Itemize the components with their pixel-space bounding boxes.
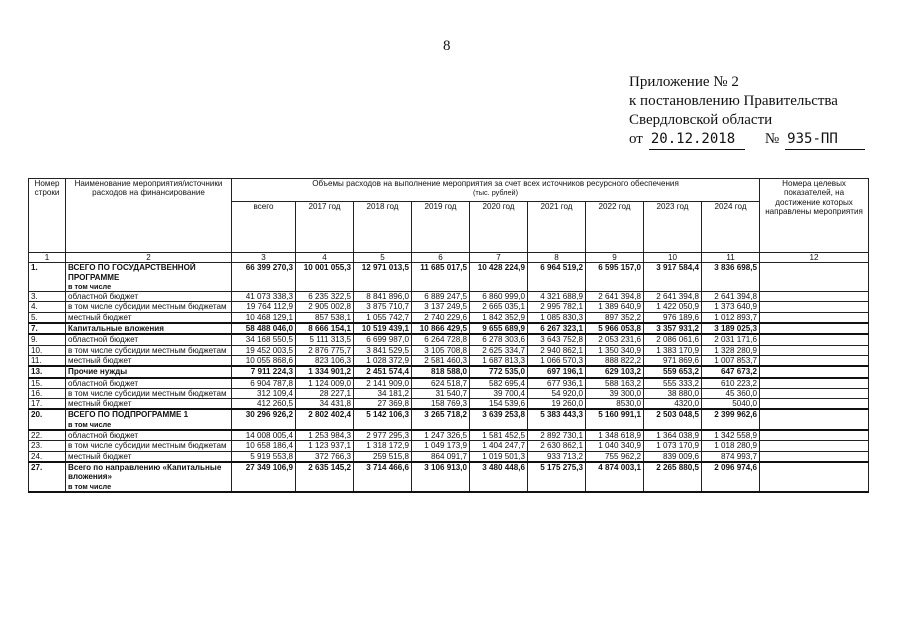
value-year: 624 518,7: [412, 378, 470, 389]
row-name-cell: [66, 323, 232, 334]
row-name: местный бюджет: [68, 451, 132, 461]
column-number: 1: [29, 253, 66, 263]
table-body: [29, 263, 869, 492]
value-year: 3 480 448,6: [470, 462, 528, 492]
value-year: 54 920,0: [528, 388, 586, 398]
table-row: [29, 388, 869, 398]
row-name: Капитальные вложения: [68, 324, 164, 334]
value-year: 755 962,2: [586, 451, 644, 462]
resolution-number: 935-ПП: [785, 130, 865, 150]
table-row: [29, 441, 869, 451]
value-year: 1 334 901,2: [296, 366, 354, 377]
value-total: 19 764 112,9: [232, 302, 296, 312]
value-year: 5 160 991,1: [586, 409, 644, 430]
value-year: 1 055 742,7: [354, 312, 412, 323]
value-year: 2 995 782,1: [528, 302, 586, 312]
value-total: 66 399 270,3: [232, 263, 296, 292]
row-number: 7.: [29, 323, 66, 334]
value-year: 976 189,6: [644, 312, 702, 323]
value-year: 1 348 618,9: [586, 430, 644, 441]
row-name: местный бюджет: [68, 312, 132, 322]
table-row: [29, 430, 869, 441]
value-year: 823 106,3: [296, 355, 354, 366]
value-year: 3 643 752,8: [528, 334, 586, 345]
value-year: 677 936,1: [528, 378, 586, 389]
value-year: 897 352,2: [586, 312, 644, 323]
header-year: 2018 год: [354, 202, 412, 253]
row-name: местный бюджет: [68, 355, 132, 365]
value-total: 312 109,4: [232, 388, 296, 398]
value-total: 14 008 005,4: [232, 430, 296, 441]
row-name-cell: [66, 292, 232, 302]
appendix-line-2: Свердловской области: [629, 112, 773, 128]
value-total: 58 488 046,0: [232, 323, 296, 334]
value-year: 1 350 340,9: [586, 345, 644, 355]
value-year: 9 655 689,9: [470, 323, 528, 334]
value-year: 2 876 775,7: [296, 345, 354, 355]
budget-table: [28, 178, 869, 493]
value-total: 27 349 106,9: [232, 462, 296, 492]
value-year: 27 369,8: [354, 399, 412, 410]
row-name: ВСЕГО ПО ГОСУДАРСТВЕННОЙ ПРОГРАММЕ: [68, 263, 196, 282]
header-year: 2021 год: [528, 202, 586, 253]
row-number: 27.: [29, 462, 66, 492]
target-indicators: [760, 366, 869, 377]
row-number: 4.: [29, 302, 66, 312]
value-year: 1 049 173,9: [412, 441, 470, 451]
value-year: 39 700,4: [470, 388, 528, 398]
column-number: 5: [354, 253, 412, 263]
value-year: 2 802 402,4: [296, 409, 354, 430]
table-row: [29, 399, 869, 410]
value-year: 6 860 999,0: [470, 292, 528, 302]
target-indicators: [760, 355, 869, 366]
value-year: 2 905 002,8: [296, 302, 354, 312]
value-year: 6 595 157,0: [586, 263, 644, 292]
value-year: 1 842 352,9: [470, 312, 528, 323]
value-year: 3 357 931,2: [644, 323, 702, 334]
value-year: 1 328 280,9: [702, 345, 760, 355]
column-number: 7: [470, 253, 528, 263]
table-row: [29, 263, 869, 292]
value-year: 2 141 909,0: [354, 378, 412, 389]
value-year: 2 053 231,6: [586, 334, 644, 345]
value-year: 2 031 171,6: [702, 334, 760, 345]
header-name: Наименование мероприятия/источники расходов на финансирование: [66, 179, 232, 253]
value-year: 1 123 937,1: [296, 441, 354, 451]
target-indicators: [760, 378, 869, 389]
row-subnote: в том числе: [68, 281, 112, 291]
target-indicators: [760, 430, 869, 441]
row-name-cell: [66, 378, 232, 389]
value-year: 933 713,2: [528, 451, 586, 462]
target-indicators: [760, 388, 869, 398]
value-year: 1 318 172,9: [354, 441, 412, 451]
value-year: 2 399 962,6: [702, 409, 760, 430]
row-name: в том числе субсидии местным бюджетам: [68, 302, 227, 312]
target-indicators: [760, 441, 869, 451]
value-year: 8 841 896,0: [354, 292, 412, 302]
value-year: 11 685 017,5: [412, 263, 470, 292]
value-year: 2 740 229,6: [412, 312, 470, 323]
table-row: [29, 366, 869, 377]
row-subnote: в том числе: [68, 481, 112, 491]
value-total: 41 073 338,3: [232, 292, 296, 302]
header-year: 2019 год: [412, 202, 470, 253]
value-year: 1 019 501,3: [470, 451, 528, 462]
value-year: 1 581 452,5: [470, 430, 528, 441]
value-year: 1 342 558,9: [702, 430, 760, 441]
value-year: 3 106 913,0: [412, 462, 470, 492]
row-name-cell: [66, 399, 232, 410]
row-name-cell: [66, 451, 232, 462]
target-indicators: [760, 345, 869, 355]
column-number-row: [29, 253, 869, 263]
value-year: 857 538,1: [296, 312, 354, 323]
table-row: [29, 292, 869, 302]
row-name: в том числе субсидии местным бюджетам: [68, 345, 227, 355]
value-year: 4320,0: [644, 399, 702, 410]
value-year: 39 300,0: [586, 388, 644, 398]
target-indicators: [760, 399, 869, 410]
column-number: 8: [528, 253, 586, 263]
value-year: 2 641 394,8: [644, 292, 702, 302]
value-year: 10 001 055,3: [296, 263, 354, 292]
row-name-cell: [66, 388, 232, 398]
value-year: 1 028 372,9: [354, 355, 412, 366]
row-name-cell: [66, 366, 232, 377]
value-year: 874 993,7: [702, 451, 760, 462]
value-year: 8530,0: [586, 399, 644, 410]
row-subnote: в том числе: [68, 419, 112, 429]
value-year: 2 451 574,4: [354, 366, 412, 377]
value-year: 6 889 247,5: [412, 292, 470, 302]
value-year: 818 588,0: [412, 366, 470, 377]
value-year: 3 137 249,5: [412, 302, 470, 312]
row-name: ВСЕГО ПО ПОДПРОГРАММЕ 1: [68, 410, 189, 420]
value-year: 5 383 443,3: [528, 409, 586, 430]
value-year: 6 699 987,0: [354, 334, 412, 345]
value-year: 3 189 025,3: [702, 323, 760, 334]
value-year: 2 581 460,3: [412, 355, 470, 366]
resolution-date: 20.12.2018: [649, 130, 745, 150]
header-year: 2022 год: [586, 202, 644, 253]
value-year: 888 822,2: [586, 355, 644, 366]
value-year: 5040,0: [702, 399, 760, 410]
header-year: 2017 год: [296, 202, 354, 253]
target-indicators: [760, 334, 869, 345]
table-row: [29, 409, 869, 430]
row-name-cell: [66, 430, 232, 441]
row-number: 5.: [29, 312, 66, 323]
value-year: 2 977 295,3: [354, 430, 412, 441]
column-number: 4: [296, 253, 354, 263]
row-name-cell: [66, 441, 232, 451]
value-year: 38 880,0: [644, 388, 702, 398]
value-year: 8 666 154,1: [296, 323, 354, 334]
row-number: 20.: [29, 409, 66, 430]
value-year: 4 321 688,9: [528, 292, 586, 302]
value-year: 1 687 813,3: [470, 355, 528, 366]
row-number: 22.: [29, 430, 66, 441]
row-name: в том числе субсидии местным бюджетам: [68, 388, 227, 398]
value-year: 2 892 730,1: [528, 430, 586, 441]
appendix-date-row: [629, 130, 865, 150]
value-year: 1 422 050,9: [644, 302, 702, 312]
row-name: местный бюджет: [68, 399, 132, 409]
row-name-cell: [66, 302, 232, 312]
value-year: 3 265 718,2: [412, 409, 470, 430]
value-year: 1 253 984,3: [296, 430, 354, 441]
row-name-cell: [66, 263, 232, 292]
table-row: [29, 323, 869, 334]
row-number: 17.: [29, 399, 66, 410]
table-row: [29, 312, 869, 323]
number-prefix: №: [764, 131, 780, 147]
value-year: 2 503 048,5: [644, 409, 702, 430]
value-year: 1 124 009,0: [296, 378, 354, 389]
value-year: 34 181,2: [354, 388, 412, 398]
header-targets: Номера целевых показателей, на достижение которых направлены мероприятия: [760, 179, 869, 253]
value-year: 6 964 519,2: [528, 263, 586, 292]
value-year: 19 260,0: [528, 399, 586, 410]
header-year: 2024 год: [702, 202, 760, 253]
value-year: 2 625 334,7: [470, 345, 528, 355]
value-year: 2 096 974,6: [702, 462, 760, 492]
table-row: [29, 334, 869, 345]
value-year: 1 085 830,3: [528, 312, 586, 323]
value-total: 19 452 003,5: [232, 345, 296, 355]
column-number: 11: [702, 253, 760, 263]
header-row-number: Номер строки: [29, 179, 66, 253]
value-year: 864 091,7: [412, 451, 470, 462]
value-total: 6 904 787,8: [232, 378, 296, 389]
value-year: 3 917 584,4: [644, 263, 702, 292]
row-number: 23.: [29, 441, 66, 451]
value-total: 30 296 926,2: [232, 409, 296, 430]
row-name: областной бюджет: [68, 431, 139, 441]
table-row: [29, 355, 869, 366]
value-year: 5 966 053,8: [586, 323, 644, 334]
value-total: 7 911 224,3: [232, 366, 296, 377]
target-indicators: [760, 323, 869, 334]
value-total: 5 919 553,8: [232, 451, 296, 462]
value-year: 1 040 340,9: [586, 441, 644, 451]
row-name: областной бюджет: [68, 335, 139, 345]
appendix-block: [629, 73, 865, 150]
table-row: [29, 378, 869, 389]
value-year: 610 223,2: [702, 378, 760, 389]
target-indicators: [760, 302, 869, 312]
column-number: 12: [760, 253, 869, 263]
row-number: 10.: [29, 345, 66, 355]
table-row: [29, 302, 869, 312]
value-year: 1 404 247,7: [470, 441, 528, 451]
value-total: 412 260,5: [232, 399, 296, 410]
row-name: Всего по направлению «Капитальные вложения»: [68, 462, 222, 482]
value-year: 12 971 013,5: [354, 263, 412, 292]
value-year: 647 673,2: [702, 366, 760, 377]
value-year: 1 364 038,9: [644, 430, 702, 441]
value-year: 2 641 394,8: [586, 292, 644, 302]
value-year: 28 227,1: [296, 388, 354, 398]
header-volumes: [232, 179, 760, 202]
row-name: в том числе субсидии местным бюджетам: [68, 441, 227, 451]
value-year: 5 175 275,3: [528, 462, 586, 492]
column-number: 3: [232, 253, 296, 263]
header-volumes-text: Объемы расходов на выполнение мероприятия за счет всех источников ресурсного обеспечения: [312, 179, 679, 188]
value-year: 6 278 303,6: [470, 334, 528, 345]
value-year: 6 267 323,1: [528, 323, 586, 334]
value-year: 1 389 640,9: [586, 302, 644, 312]
row-number: 9.: [29, 334, 66, 345]
value-year: 154 539,6: [470, 399, 528, 410]
column-number: 2: [66, 253, 232, 263]
target-indicators: [760, 462, 869, 492]
date-prefix: от: [629, 131, 643, 147]
header-year: 2020 год: [470, 202, 528, 253]
row-name-cell: [66, 409, 232, 430]
row-number: 15.: [29, 378, 66, 389]
value-year: 839 009,6: [644, 451, 702, 462]
value-year: 1 383 170,9: [644, 345, 702, 355]
page-number: 8: [443, 38, 451, 54]
value-year: 1 007 853,7: [702, 355, 760, 366]
value-year: 2 940 862,1: [528, 345, 586, 355]
row-name-cell: [66, 462, 232, 492]
row-name-cell: [66, 312, 232, 323]
value-year: 3 841 529,5: [354, 345, 412, 355]
value-year: 10 519 439,1: [354, 323, 412, 334]
row-name: Прочие нужды: [68, 367, 128, 377]
value-year: 2 630 862,1: [528, 441, 586, 451]
header-year: 2023 год: [644, 202, 702, 253]
value-total: 10 658 186,4: [232, 441, 296, 451]
value-year: 772 535,0: [470, 366, 528, 377]
row-name-cell: [66, 355, 232, 366]
row-number: 1.: [29, 263, 66, 292]
value-year: 1 066 570,3: [528, 355, 586, 366]
row-name-cell: [66, 334, 232, 345]
table-row: [29, 451, 869, 462]
target-indicators: [760, 451, 869, 462]
header-units: (тыс. рублей): [472, 188, 519, 198]
row-name-cell: [66, 345, 232, 355]
value-year: 45 360,0: [702, 388, 760, 398]
row-name: областной бюджет: [68, 292, 139, 302]
value-year: 158 769,3: [412, 399, 470, 410]
value-total: 10 468 129,1: [232, 312, 296, 323]
target-indicators: [760, 292, 869, 302]
column-number: 10: [644, 253, 702, 263]
value-year: 31 540,7: [412, 388, 470, 398]
value-total: 10 055 868,6: [232, 355, 296, 366]
value-year: 971 869,6: [644, 355, 702, 366]
row-number: 13.: [29, 366, 66, 377]
value-year: 2 641 394,8: [702, 292, 760, 302]
row-name: областной бюджет: [68, 378, 139, 388]
value-year: 3 836 698,5: [702, 263, 760, 292]
appendix-title: Приложение № 2: [629, 74, 739, 90]
value-year: 3 105 708,8: [412, 345, 470, 355]
column-number: 6: [412, 253, 470, 263]
value-year: 5 111 313,5: [296, 334, 354, 345]
row-number: 3.: [29, 292, 66, 302]
value-year: 2 265 880,5: [644, 462, 702, 492]
value-year: 3 875 710,7: [354, 302, 412, 312]
appendix-line-1: к постановлению Правительства: [629, 93, 838, 109]
row-number: 24.: [29, 451, 66, 462]
value-year: 10 428 224,9: [470, 263, 528, 292]
value-year: 1 012 893,7: [702, 312, 760, 323]
value-total: 34 168 550,5: [232, 334, 296, 345]
value-year: 559 653,2: [644, 366, 702, 377]
table-row: [29, 345, 869, 355]
value-year: 1 073 170,9: [644, 441, 702, 451]
value-year: 6 235 322,5: [296, 292, 354, 302]
value-year: 582 695,4: [470, 378, 528, 389]
target-indicators: [760, 409, 869, 430]
value-year: 372 766,3: [296, 451, 354, 462]
column-number: 9: [586, 253, 644, 263]
row-number: 11.: [29, 355, 66, 366]
value-year: 1 247 326,5: [412, 430, 470, 441]
value-year: 6 264 728,8: [412, 334, 470, 345]
value-year: 2 635 145,2: [296, 462, 354, 492]
value-year: 5 142 106,3: [354, 409, 412, 430]
value-year: 34 431,8: [296, 399, 354, 410]
value-year: 3 714 466,6: [354, 462, 412, 492]
header-total: всего: [232, 202, 296, 253]
value-year: 3 639 253,8: [470, 409, 528, 430]
value-year: 10 866 429,5: [412, 323, 470, 334]
value-year: 4 874 003,1: [586, 462, 644, 492]
value-year: 2 086 061,6: [644, 334, 702, 345]
value-year: 697 196,1: [528, 366, 586, 377]
value-year: 1 018 280,9: [702, 441, 760, 451]
value-year: 629 103,2: [586, 366, 644, 377]
value-year: 1 373 640,9: [702, 302, 760, 312]
target-indicators: [760, 312, 869, 323]
value-year: 259 515,8: [354, 451, 412, 462]
value-year: 588 163,2: [586, 378, 644, 389]
value-year: 555 333,2: [644, 378, 702, 389]
target-indicators: [760, 263, 869, 292]
row-number: 16.: [29, 388, 66, 398]
value-year: 2 665 035,1: [470, 302, 528, 312]
table-row: [29, 462, 869, 492]
